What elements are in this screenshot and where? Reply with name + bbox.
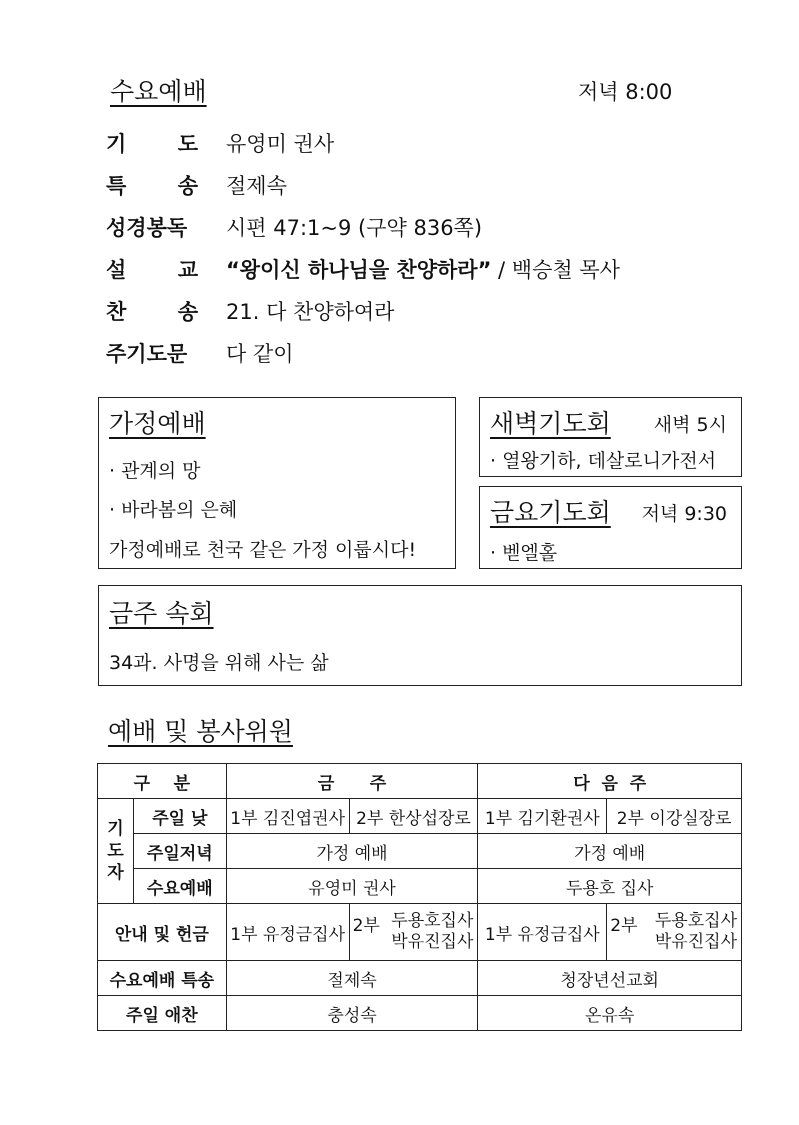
wednesday-next: 두용호 집사: [478, 869, 742, 904]
friday-prayer-item: · 벧엘홀: [490, 542, 558, 564]
sunday-day-next-1: 1부 김기환권사: [478, 799, 607, 834]
lords-prayer-value: 다 같이: [226, 342, 294, 366]
header-this-week: 금 주: [226, 764, 478, 799]
prayer-value: 유영미 권사: [226, 132, 335, 156]
table-row: [98, 904, 742, 961]
hymn-value: 21. 다 찬양하여라: [226, 300, 395, 324]
row-hymn: 찬 송 21. 다 찬양하여라: [106, 296, 394, 326]
special-song-this: 절제속: [226, 961, 478, 996]
choir-next: 온유속: [478, 996, 742, 1031]
row-scripture: 성경봉독 시편 47:1~9 (구약 836쪽): [106, 212, 482, 242]
family-item-2: · 바라봄의 은혜: [109, 499, 238, 521]
friday-prayer-title: 금요기도회: [490, 498, 611, 527]
sunday-evening-next: 가정 예배: [478, 834, 742, 869]
family-worship-box: [98, 397, 456, 569]
choir-label: 주일 애찬: [98, 996, 227, 1031]
wednesday-label: 수요예배: [133, 869, 226, 904]
special-song-next: 청장년선교회: [478, 961, 742, 996]
wednesday-service-title: 수요예배: [110, 77, 207, 106]
friday-prayer-time: 저녁 9:30: [641, 503, 727, 525]
staff-table: [97, 763, 742, 1031]
prayer-leader-label: 기 도 자: [98, 799, 134, 904]
cell-meeting-title: 금주 속회: [109, 599, 214, 628]
sunday-day-this-1: 1부 김진엽권사: [226, 799, 349, 834]
usher-next-1: 1부 유정금집사: [478, 904, 607, 961]
table-row: [98, 869, 742, 904]
sunday-evening-label: 주일저녁: [133, 834, 226, 869]
dawn-prayer-time: 새벽 5시: [653, 414, 727, 436]
scripture-value: 시편 47:1~9 (구약 836쪽): [226, 216, 483, 240]
row-lords-prayer: 주기도문 다 같이: [106, 338, 294, 368]
cell-meeting-item: 34과. 사명을 위해 사는 삶: [109, 652, 329, 674]
header-next-week: 다 음 주: [478, 764, 742, 799]
sunday-day-label: 주일 낮: [133, 799, 226, 834]
cell-meeting-box: [98, 585, 742, 686]
special-song-label: 수요예배 특송: [98, 961, 227, 996]
wednesday-service-time: 저녁 8:00: [578, 80, 673, 104]
friday-prayer-box: [479, 486, 742, 569]
family-item-1: · 관계의 망: [109, 460, 201, 482]
table-row: [98, 961, 742, 996]
choir-this: 충성속: [226, 996, 478, 1031]
usher-next-2: 2부 두용호집사 박유진집사: [607, 904, 742, 961]
table-row: [98, 799, 742, 834]
usher-label: 안내 및 헌금: [98, 904, 227, 961]
special-song-value: 절제속: [226, 174, 287, 198]
sunday-day-this-2: 2부 한상섭장로: [349, 799, 478, 834]
usher-this-1: 1부 유정금집사: [226, 904, 349, 961]
row-sermon: 설 교 “왕이신 하나님을 찬양하라” / 백승철 목사: [106, 254, 620, 284]
sunday-evening-this: 가정 예배: [226, 834, 478, 869]
row-prayer: 기 도 유영미 권사: [106, 128, 334, 158]
sermon-value: “왕이신 하나님을 찬양하라” / 백승철 목사: [226, 258, 620, 282]
header-category: 구 분: [98, 764, 227, 799]
table-row: [98, 996, 742, 1031]
dawn-prayer-box: [479, 397, 742, 477]
usher-this-2: 2부 두용호집사 박유진집사: [349, 904, 478, 961]
row-special-song: 특 송 절제속: [106, 170, 287, 200]
dawn-prayer-item: · 열왕기하, 데살로니가전서: [490, 450, 717, 472]
wednesday-this: 유영미 권사: [226, 869, 478, 904]
sunday-day-next-2: 2부 이강실장로: [607, 799, 742, 834]
table-row: [98, 834, 742, 869]
family-worship-title: 가정예배: [109, 409, 206, 438]
staff-title: 예배 및 봉사위원: [108, 717, 293, 746]
dawn-prayer-title: 새벽기도회: [490, 409, 611, 438]
table-header-row: [98, 764, 742, 799]
family-note: 가정예배로 천국 같은 가정 이룹시다!: [109, 539, 417, 561]
